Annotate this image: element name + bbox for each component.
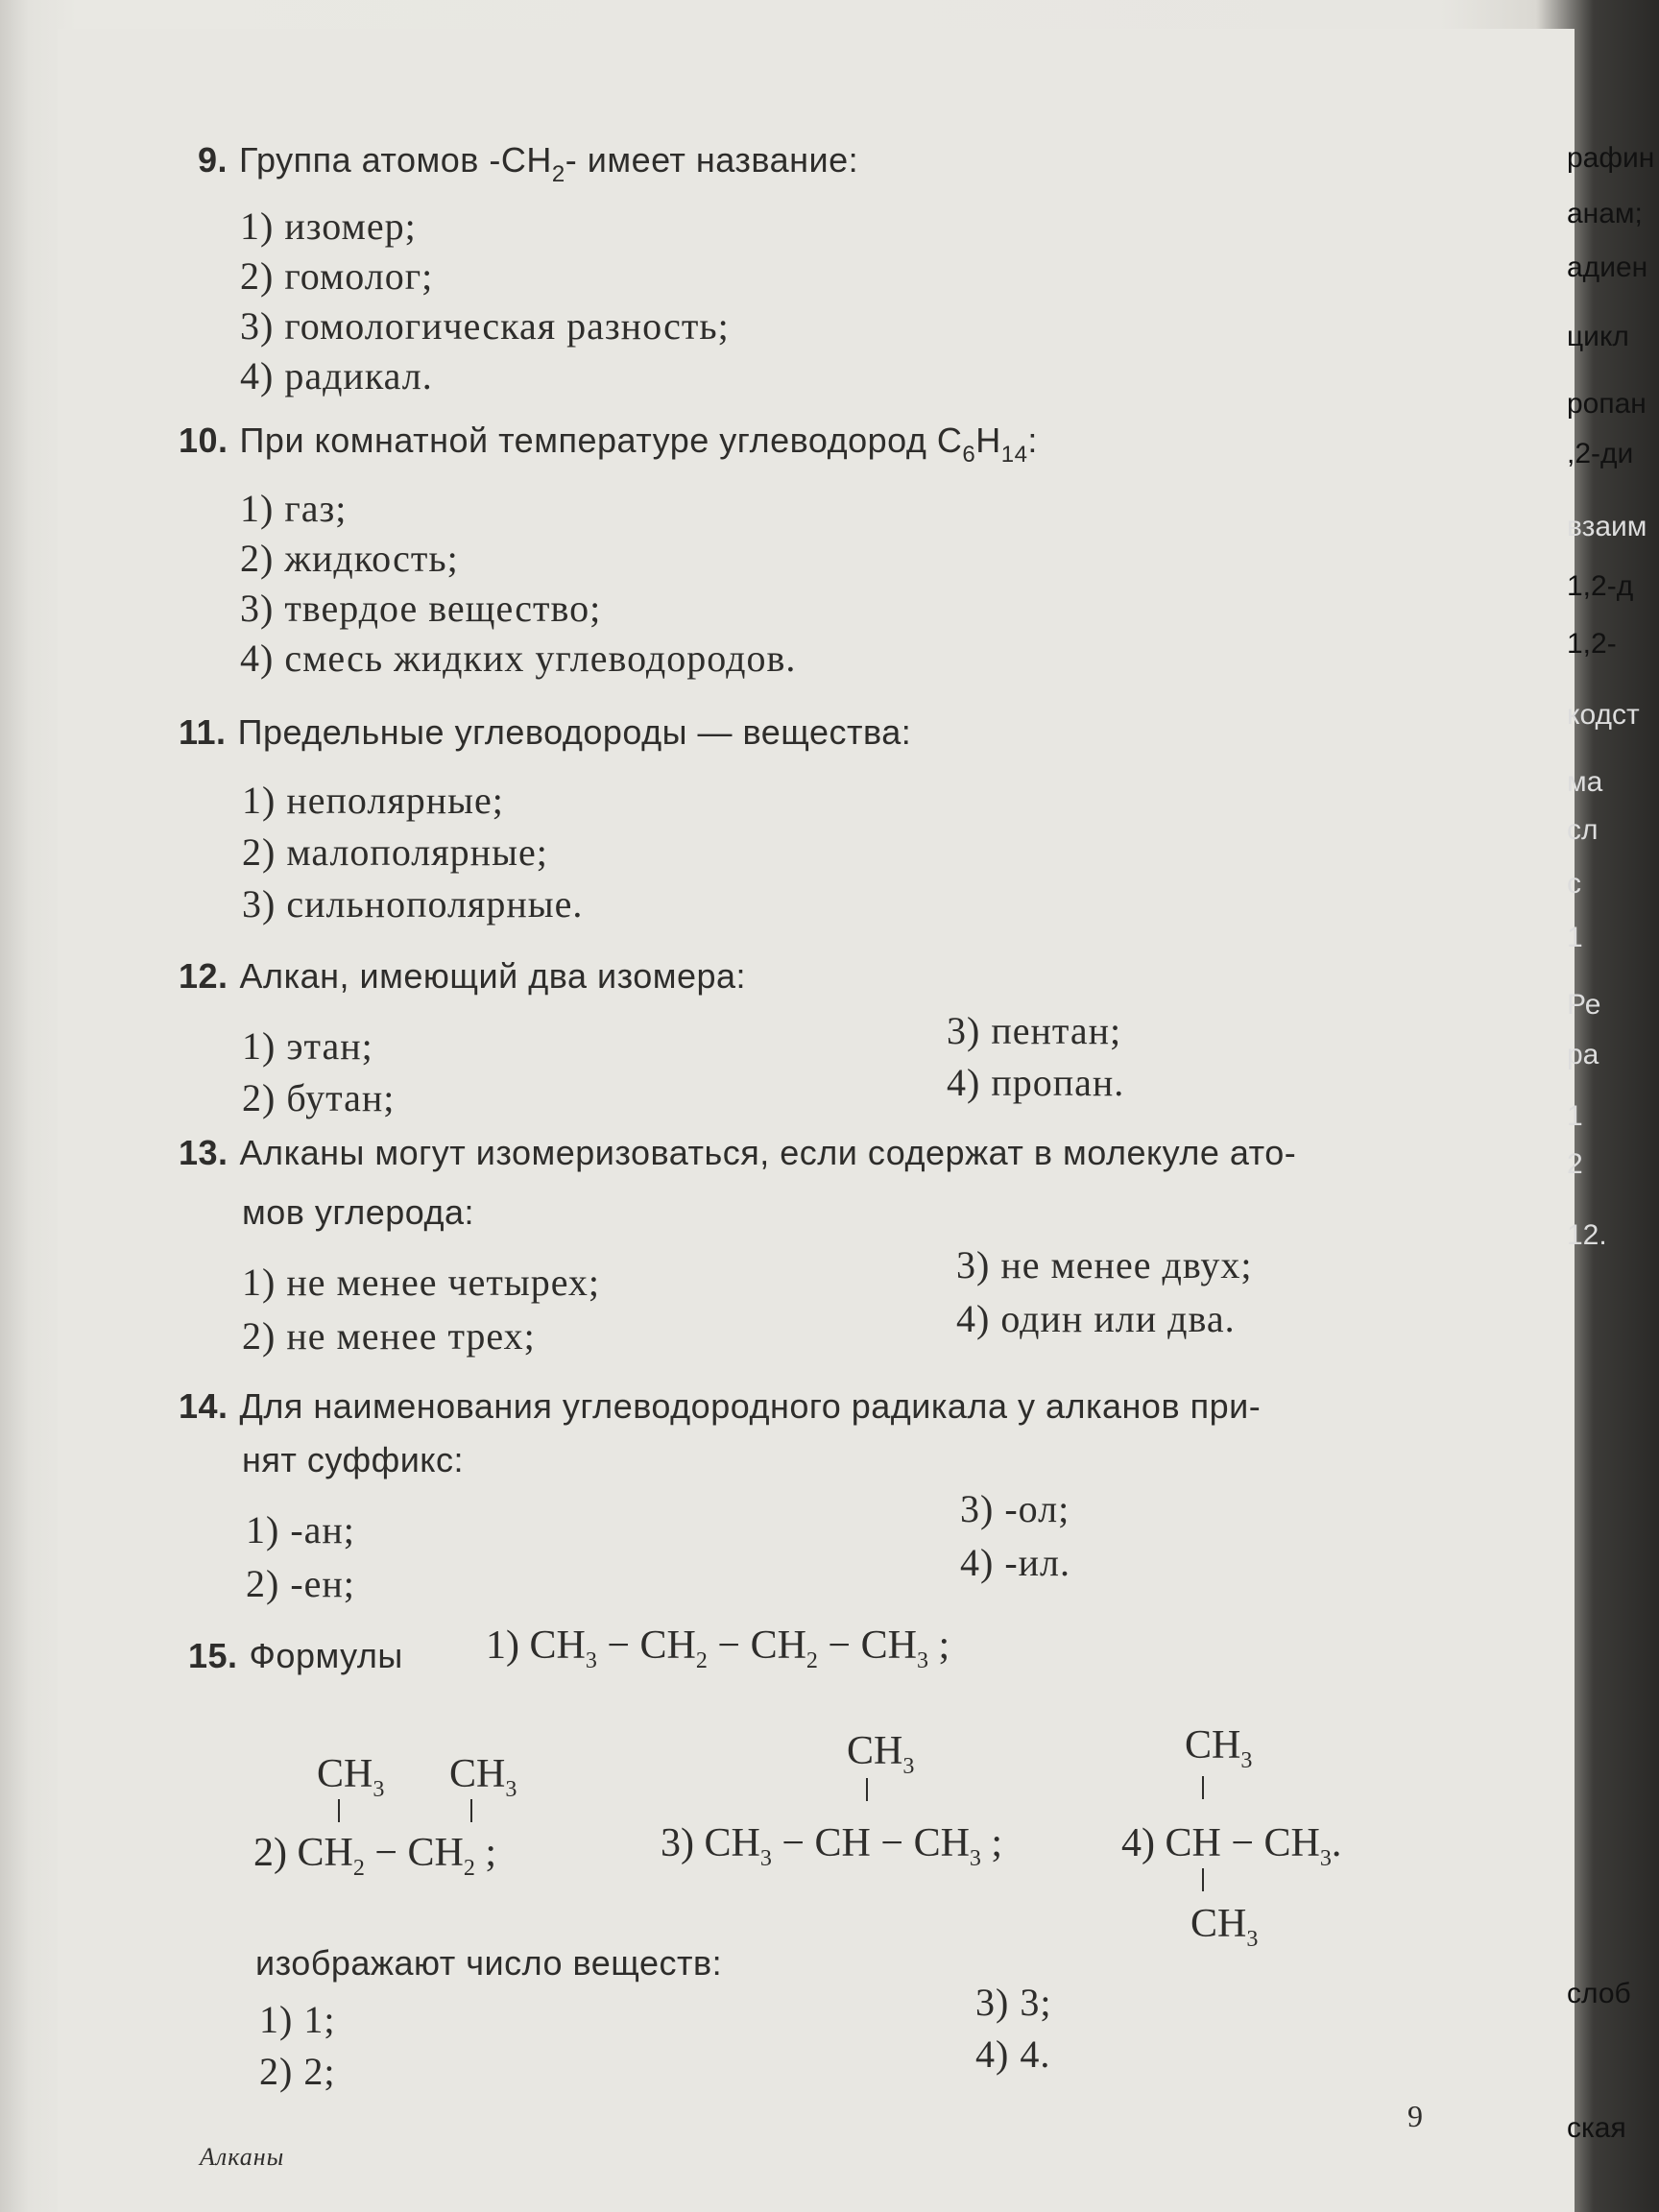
q15-option-4: 4) 4. (975, 2032, 1051, 2076)
subscript: 3 (1240, 1748, 1253, 1773)
formula-part: CH (704, 1821, 760, 1865)
edge-fragment: с (1567, 868, 1581, 900)
subscript: 3 (1319, 1846, 1332, 1871)
edge-fragment: 1 (1567, 1100, 1583, 1132)
edge-fragment: адиен (1567, 252, 1648, 283)
formula-label: 2) (253, 1831, 287, 1875)
q10-option-1: 1) газ; (240, 487, 348, 530)
question-11 (179, 712, 911, 753)
bond-line (1202, 1868, 1204, 1891)
subscript: 3 (1246, 1927, 1259, 1952)
formula-part: CH (317, 1752, 373, 1796)
formula-part: CH (297, 1831, 353, 1875)
question-number: 13. (179, 1133, 228, 1172)
edge-fragment: ра (1567, 1039, 1599, 1070)
question-10 (179, 421, 1038, 469)
question-number: 12. (179, 956, 228, 996)
q12-option-3: 3) пентан; (947, 1009, 1122, 1052)
formula-part: CH (529, 1623, 586, 1668)
q12-option-4: 4) пропан. (947, 1061, 1125, 1104)
formula-label: 4) (1121, 1821, 1155, 1865)
question-14 (179, 1386, 1261, 1427)
q12-option-1: 1) этан; (242, 1024, 373, 1068)
subscript: 2 (551, 161, 565, 187)
subscript: 3 (969, 1846, 981, 1871)
subscript: 3 (585, 1648, 597, 1673)
q11-option-1: 1) неполярные; (242, 779, 504, 822)
q13-option-2: 2) не менее трех; (242, 1314, 536, 1358)
formula-part: CH (1190, 1902, 1247, 1946)
formula-2-top-left (317, 1751, 384, 1803)
question-9 (198, 140, 858, 188)
question-text: H (975, 421, 1001, 460)
subscript: 2 (805, 1648, 818, 1673)
subscript: 6 (962, 442, 976, 468)
formula-part: . (1331, 1821, 1342, 1865)
edge-fragment: 1,2-д (1567, 570, 1634, 602)
question-number: 14. (179, 1386, 228, 1426)
formula-2-top-right (449, 1751, 517, 1803)
subscript: 2 (695, 1648, 708, 1673)
subscript: 2 (352, 1856, 365, 1881)
formula-part: − CH − CH (771, 1821, 970, 1865)
bond-line (470, 1799, 472, 1822)
formula-3-top (847, 1728, 914, 1780)
edge-fragment: 1,2- (1567, 628, 1617, 660)
q12-option-2: 2) бутан; (242, 1076, 396, 1119)
question-number: 11. (179, 712, 227, 752)
formula-part: ; (474, 1831, 497, 1875)
q15-option-2: 2) 2; (259, 2050, 336, 2093)
edge-fragment: ма (1567, 766, 1603, 798)
q11-option-3: 3) сильнополярные. (242, 882, 584, 926)
q10-option-4: 4) смесь жидких углеводородов. (240, 637, 797, 680)
q14-option-4: 4) -ил. (960, 1541, 1071, 1584)
edge-fragment: Ре (1567, 989, 1601, 1021)
question-text: При комнатной температуре углеводород C (239, 421, 963, 460)
edge-fragment: рафин (1567, 142, 1655, 174)
question-text: - имеет название: (565, 140, 859, 180)
section-title: Алканы (200, 2143, 285, 2171)
question-13-continued: мов углерода: (242, 1192, 475, 1232)
q10-option-2: 2) жидкость; (240, 537, 459, 580)
edge-fragment: 12. (1567, 1219, 1607, 1251)
question-number: 15. (188, 1636, 238, 1675)
edge-fragment: кодст (1567, 699, 1640, 731)
question-text: Алкан, имеющий два изомера: (239, 956, 747, 996)
question-text: Для наименования углеводородного радикала у алканов при- (239, 1386, 1262, 1426)
formula-2 (253, 1830, 496, 1882)
formula-1 (486, 1623, 950, 1674)
q10-option-3: 3) твердое вещество; (240, 587, 602, 630)
edge-fragment: ская (1567, 2112, 1626, 2144)
edge-fragment: анам; (1567, 198, 1643, 229)
subscript: 2 (463, 1856, 475, 1881)
formula-part: − CH (596, 1623, 696, 1668)
q9-option-3: 3) гомологическая разность; (240, 304, 730, 348)
edge-fragment: 2 (1567, 1148, 1583, 1180)
subscript: 3 (759, 1846, 772, 1871)
formula-4-bottom (1190, 1901, 1258, 1953)
q14-option-3: 3) -ол; (960, 1487, 1070, 1530)
formula-4-top (1185, 1722, 1252, 1774)
formula-part: CH − CH (1165, 1821, 1320, 1865)
q11-option-2: 2) малополярные; (242, 830, 548, 874)
formula-part: ; (980, 1821, 1003, 1865)
q13-option-3: 3) не менее двух; (956, 1243, 1253, 1286)
question-text: Предельные углеводороды — вещества: (237, 712, 912, 752)
subscript: 3 (916, 1648, 928, 1673)
edge-fragment: сл (1567, 814, 1599, 846)
question-number: 9. (198, 140, 228, 180)
question-12 (179, 956, 746, 997)
edge-fragment: 1 (1567, 922, 1583, 953)
edge-fragment: цикл (1567, 321, 1629, 352)
formula-part: CH (1185, 1723, 1241, 1767)
formula-label: 1) (486, 1623, 519, 1668)
formula-4 (1121, 1820, 1341, 1872)
q14-option-1: 1) -ан; (246, 1508, 355, 1551)
question-13 (179, 1133, 1296, 1173)
bond-line (866, 1778, 868, 1801)
q13-option-1: 1) не менее четырех; (242, 1261, 601, 1304)
subscript: 3 (505, 1777, 517, 1802)
formula-3 (661, 1820, 1002, 1872)
edge-fragment: слоб (1567, 1978, 1631, 2009)
question-15 (188, 1636, 403, 1676)
formula-part: − CH (707, 1623, 806, 1668)
question-15-continued: изображают число веществ: (255, 1943, 723, 1983)
formula-part: CH (847, 1729, 903, 1773)
question-number: 10. (179, 421, 228, 460)
page-number: 9 (1407, 2099, 1423, 2133)
subscript: 14 (1000, 442, 1028, 468)
q15-option-1: 1) 1; (259, 1998, 336, 2041)
subscript: 3 (902, 1754, 915, 1779)
bond-line (1202, 1776, 1204, 1799)
edge-fragment: ,2-ди (1567, 438, 1634, 469)
formula-part: ; (927, 1623, 950, 1668)
formula-part: − CH (817, 1623, 917, 1668)
formula-part: − CH (364, 1831, 464, 1875)
adjacent-page-edge (1559, 0, 1659, 2212)
q9-option-1: 1) изомер; (240, 204, 417, 248)
q15-option-3: 3) 3; (975, 1981, 1052, 2024)
formula-part: CH (449, 1752, 506, 1796)
edge-fragment: ропан (1567, 388, 1647, 420)
q9-option-4: 4) радикал. (240, 354, 433, 397)
edge-fragment: взаим (1567, 511, 1647, 542)
question-text: Формулы (249, 1636, 403, 1675)
question-text: Группа атомов -CH (239, 140, 552, 180)
bond-line (338, 1799, 340, 1822)
q14-option-2: 2) -ен; (246, 1562, 355, 1605)
subscript: 3 (373, 1777, 385, 1802)
q13-option-4: 4) один или два. (956, 1297, 1236, 1340)
q9-option-2: 2) гомолог; (240, 254, 434, 298)
question-text: : (1027, 421, 1038, 460)
question-text: Алканы могут изомеризоваться, если содержат в молекуле ато- (239, 1133, 1297, 1172)
formula-label: 3) (661, 1821, 694, 1865)
question-14-continued: нят суффикс: (242, 1440, 464, 1479)
